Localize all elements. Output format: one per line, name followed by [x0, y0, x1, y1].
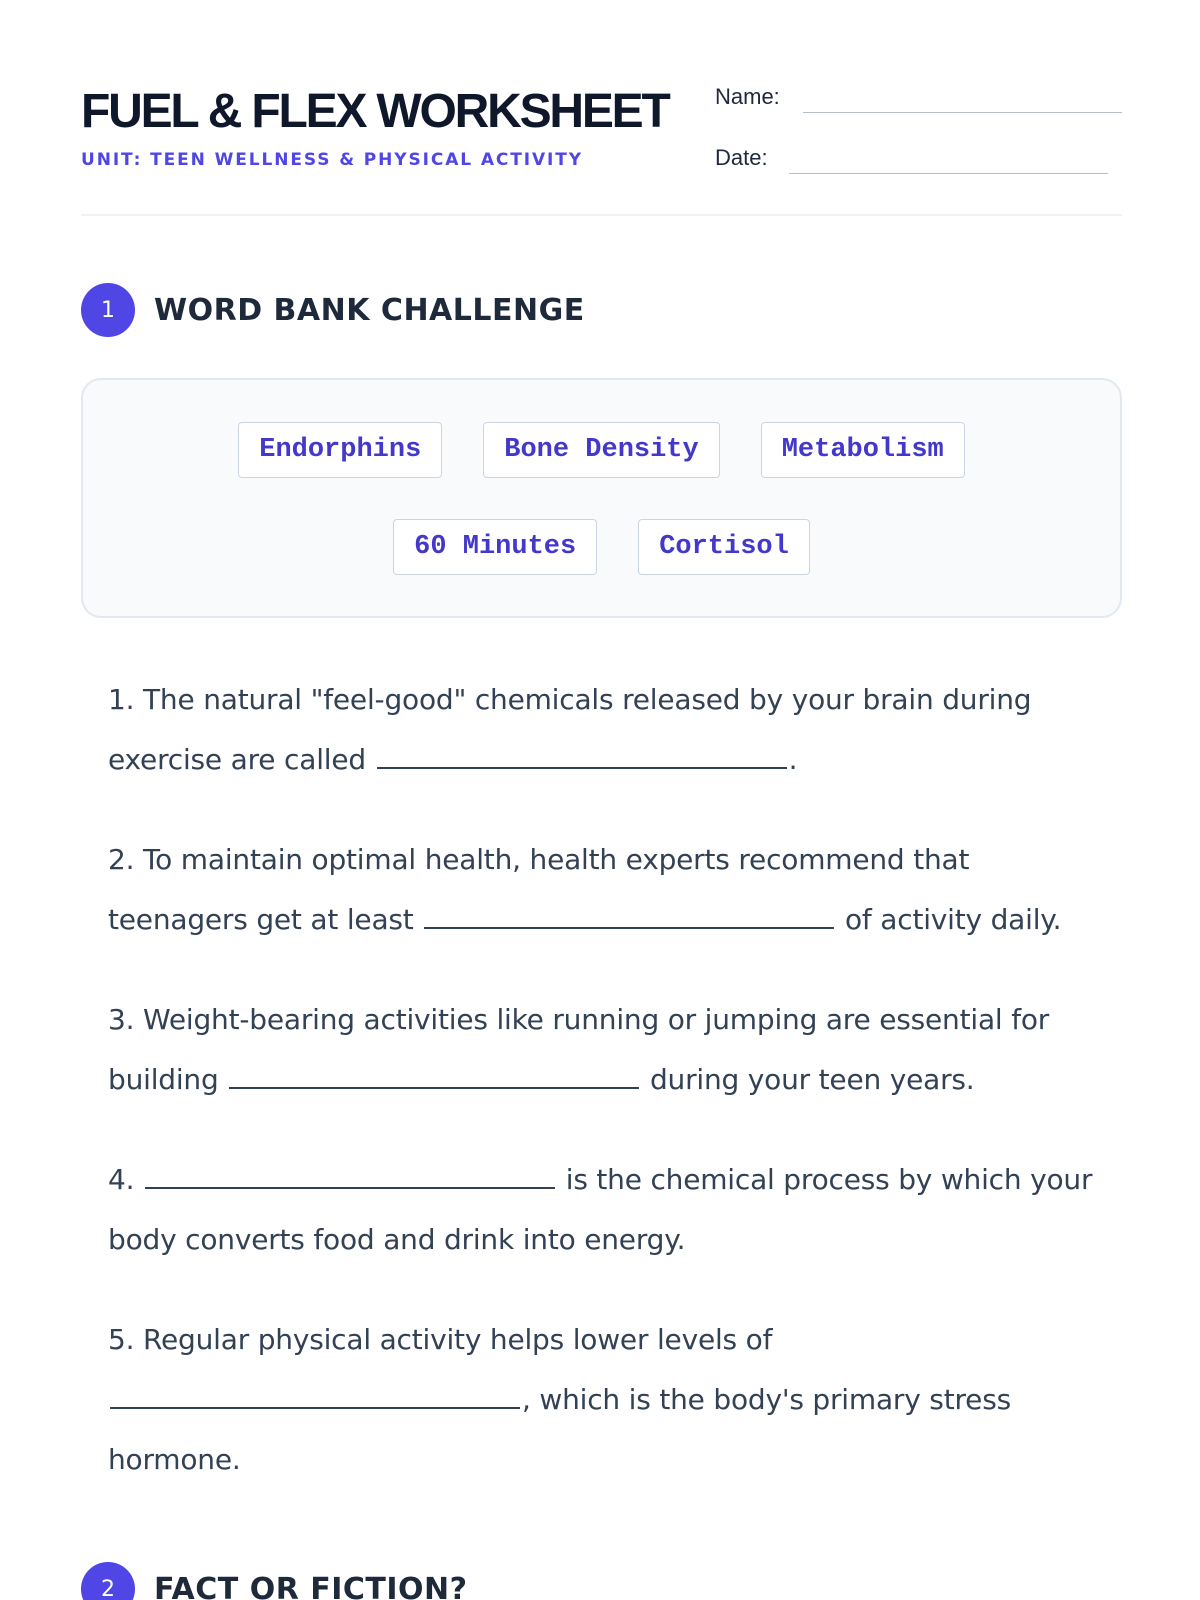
section-1-number-badge: 1 — [81, 283, 135, 337]
word-chip: Cortisol — [638, 519, 810, 575]
date-label: Date: — [715, 145, 768, 170]
fill-in-questions — [108, 670, 1108, 1530]
date-field-line[interactable] — [789, 173, 1108, 174]
word-chip: Endorphins — [238, 422, 442, 478]
section-2-heading — [81, 1562, 468, 1600]
question-text: , which is the body's primary stress hormone. — [108, 1383, 1011, 1476]
word-bank-row-2 — [83, 519, 1120, 575]
name-label: Name: — [715, 84, 780, 109]
answer-blank[interactable] — [145, 1169, 555, 1189]
word-chip: 60 Minutes — [393, 519, 597, 575]
section-2-number-badge: 2 — [81, 1562, 135, 1600]
question-text: 1. The natural "feel-good" chemicals released by your brain during exercise are called — [108, 683, 1032, 776]
question-item — [108, 670, 1108, 790]
question-text: . — [788, 743, 798, 776]
answer-blank[interactable] — [110, 1389, 520, 1409]
section-1-heading — [81, 283, 585, 337]
word-chip: Bone Density — [483, 422, 719, 478]
question-text: 4. — [108, 1163, 135, 1196]
question-text: of activity daily. — [845, 903, 1062, 936]
answer-blank[interactable] — [424, 909, 834, 929]
unit-subtitle: UNIT: TEEN WELLNESS & PHYSICAL ACTIVITY — [81, 150, 583, 170]
question-text: is the chemical process by which your body converts food and drink into energy. — [108, 1163, 1093, 1256]
question-text: 2. To maintain optimal health, health experts recommend that teenagers get at least — [108, 843, 970, 936]
answer-blank[interactable] — [377, 749, 787, 769]
question-item — [108, 990, 1108, 1110]
worksheet-header — [81, 0, 1122, 216]
question-text: 3. Weight-bearing activities like running or jumping are essential for building — [108, 1003, 1050, 1096]
word-chip: Metabolism — [761, 422, 965, 478]
question-text: 5. Regular physical activity helps lower levels of — [108, 1323, 773, 1356]
section-1-title: WORD BANK CHALLENGE — [154, 292, 585, 328]
worksheet-page — [81, 0, 1122, 1600]
question-text: during your teen years. — [649, 1063, 975, 1096]
answer-blank[interactable] — [229, 1069, 639, 1089]
worksheet-title: FUEL & FLEX WORKSHEET — [81, 85, 669, 138]
question-item — [108, 1150, 1108, 1270]
question-item — [108, 830, 1108, 950]
question-item — [108, 1310, 1108, 1490]
word-bank-row-1 — [83, 422, 1120, 478]
word-bank-box — [81, 378, 1122, 618]
section-2-title: FACT OR FICTION? — [154, 1571, 468, 1600]
name-field-line[interactable] — [803, 112, 1122, 113]
